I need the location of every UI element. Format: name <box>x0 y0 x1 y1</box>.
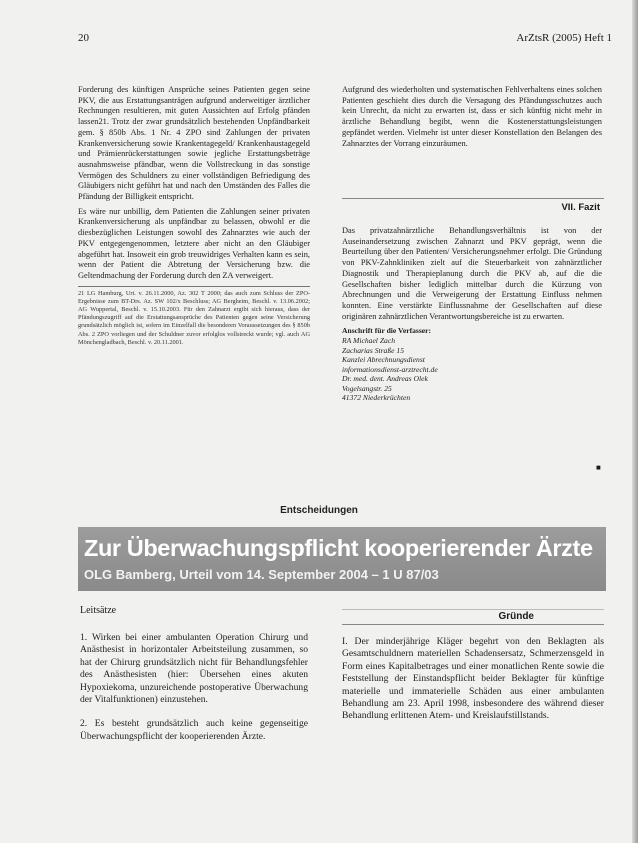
article-banner <box>78 527 606 591</box>
fazit-column <box>342 226 602 403</box>
address-line: Vogelsangstr. 25 <box>342 383 392 393</box>
address-line: informationsdienst-arztrecht.de <box>342 364 438 374</box>
page-number: 20 <box>78 32 89 44</box>
address-line: Dr. med. dent. Andreas Olek <box>342 374 428 384</box>
address-line: Kanzlei Abrechnungsdienst <box>342 355 425 365</box>
fazit-heading-bar <box>342 198 604 213</box>
leitsaetze-heading: Leitsätze <box>80 605 117 616</box>
paragraph: I. Der minderjährige Kläger begehrt von den Beklagten als Gesamtschuldnern materiellen Schadensersatz, Schmerzensgeld in Form eines Kapitalbetrages und einer monatlichen Rente sowie die Feststellung der Einstandspflicht beider Beklagter für künftige materielle und immaterielle Schäden aus einer ambulanten Behandlung am 23. April 1998, insbesondere des während dieser Behandlung erlittenen Atem- und Kreislaufstillstands. <box>342 636 604 722</box>
gruende-heading-bar <box>342 609 604 625</box>
paragraph: Es wäre nur unbillig, dem Patienten die Zahlungen seiner privaten Krankenversicherung als unpfändbar zu belassen, obwohl er die diesbezüglichen Leistungen sowohl des Zahnarztes wie auch der PKV entgegengenommen, letztere aber nicht an den Gläubiger abgeführt hat. Insoweit ein grob treuwidriges Verhalten kann es sein, wenn der Patient die Abtretung der Versicherung bzw. die Geltendmachung der Forderung durch den ZA verweigert. <box>78 206 310 280</box>
end-bullet-icon: ■ <box>596 463 601 472</box>
paragraph: Forderung des künftigen Ansprüche seines Patienten gegen seine PKV, die aus Erstattungsanträgen aufgrund anderweitiger ärztlicher Rechnungen resultieren, mit guten Aussichten auf Erfolg pfänden lassen21. Trotz der zwar grundsätzlich bestehenden Unpfändbarkeit gem. § 850b Abs. 1 Nr. 4 ZPO sind Zahlungen der privaten Krankenversicherung sowie Krankentagegeld/ Krankenhaustagegeld und Prämienrückerstattungen sowie jegliche Erstattungsbeträge ausnahmsweise pfändbar, wenn die Vollstreckung in das sonstige Vermögen des Schuldners zu einer vollständigen Befriedigung des Gläubigers nicht geführt hat und nach den Umständen des Falles die Pfändung der Billigkeit entspricht. <box>78 85 310 202</box>
address-line: 41372 Niederkrüchten <box>342 393 411 403</box>
journal-header: ArZtsR (2005) Heft 1 <box>516 32 612 44</box>
author-address <box>342 326 602 403</box>
page-edge-shadow <box>632 0 638 843</box>
leitsatz-item: 1. Wirken bei einer ambulanten Operation Chirurg und Anästhesist in horizontaler Arbeitsteilung zusammen, so hat der Chirurg grundsätzlich nicht für Behandlungsfehler des Anästhesisten (hier: Übersehen eines akuten Hypoxiekoma, unzureichende postoperative Überwachung der Vitalfunktionen) einzustehen. <box>80 632 308 706</box>
paragraph: Das privatzahnärztliche Behandlungsverhältnis ist von der Auseinandersetzung zwischen Zahnarzt und PKV geprägt, wenn die Beurteilung über den Patienten/ Versicherungsnehmer erfolgt. Die Gründung von PKV-Zahnkliniken zielt auf die Steuerbarkeit von zahnärztlicher Diagnostik und Therapieplanung durch die PKV ab, auf die die Gesellschaften bisher lediglich mittelbar durch die Kürzung von Abrechnungen und die Verweigerung der Erstattung Einfluss nehmen konnten. Eine verstärkte Einflussnahme der Gesellschaften auf diese originären zahnärztlichen Verantwortungsbereiche ist zu erwarten. <box>342 226 602 321</box>
leitsaetze-column <box>80 632 308 755</box>
article-subtitle: OLG Bamberg, Urteil vom 14. September 2004 – 1 U 87/03 <box>84 567 439 582</box>
address-line: Zacharias Straße 15 <box>342 345 405 355</box>
leitsatz-item: 2. Es besteht grundsätzlich auch keine gegenseitige Überwachungspflicht der kooperierenden Ärzte. <box>80 718 308 742</box>
right-column-top <box>342 85 602 153</box>
article-title: Zur Überwachungspflicht kooperierender Ärzte <box>84 535 593 561</box>
address-heading: Anschrift für die Verfasser: <box>342 326 432 336</box>
gruende-column <box>342 636 604 735</box>
address-line: RA Michael Zach <box>342 335 396 345</box>
footnote: 21 LG Hamburg, Urt. v. 26.11.2000, Az. 302 T 2000; das auch zum Schluss der ZPO-Ergebnisse zum BT-Drs. Az. SW 102/x Beschluss; AG Bergheim, Beschl. v. 13.06.2002; AG Wuppertal, Beschl. v. 15.10.2003. Für den Zahnarzt ergibt sich hieraus, dass der Pfändungszugriff auf die Erstattungsansprüche des Patienten gegen seine Versicherung grundsätzlich möglich ist, sofern im Einzelfall die besonderen Voraussetzungen des § 850b Abs. 2 ZPO vorliegen und der Schuldner zuvor erfolglos vollstreckt wurde; vgl. auch AG Mönchengladbach, Beschl. v. 20.11.2001. <box>78 286 310 347</box>
left-column <box>78 85 310 347</box>
section-label: Entscheidungen <box>280 505 358 516</box>
paragraph: Aufgrund des wiederholten und systematischen Fehlverhaltens eines solchen Patienten geschieht dies durch die Versagung des Pfändungsschutzes auch kein Unrecht, da nicht zu erwarten ist, dass er sich künftig nicht mehr in ärztliche Behandlung begibt, wenn die Kostenerstattungsleistungen gepfändet werden. Vielmehr ist unter dieser Konstellation den Belangen des Zahnarztes der Vorrang einzuräumen. <box>342 85 602 148</box>
gruende-heading: Gründe <box>498 611 534 622</box>
fazit-heading: VII. Fazit <box>561 202 600 213</box>
